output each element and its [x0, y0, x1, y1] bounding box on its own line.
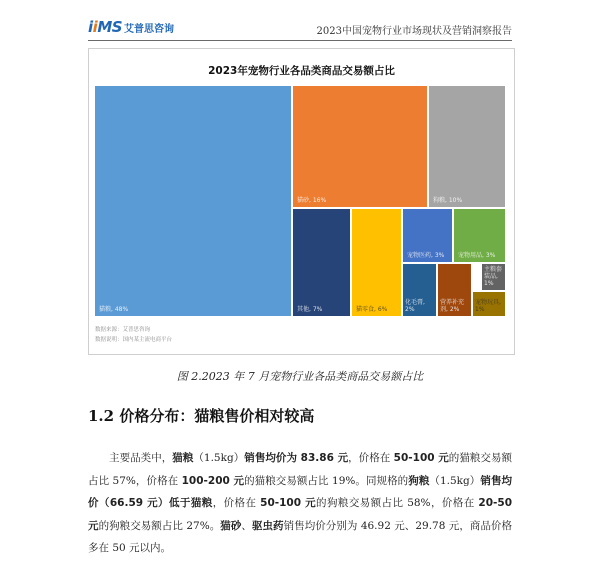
brand-logo	[88, 18, 174, 36]
treemap-cell	[472, 291, 506, 317]
treemap-cell-label: 猫砂, 16%	[297, 197, 327, 204]
bold-run: 销售均价（66.59 元）低于猫粮	[88, 474, 513, 509]
treemap-cell-label: 宠物用品, 3%	[458, 252, 496, 259]
treemap-cell	[453, 208, 506, 263]
section-heading: 1.2 价格分布：猫粮售价相对较高	[88, 407, 315, 425]
treemap-cell-label: 化毛膏, 2%	[405, 299, 425, 313]
treemap-cell-label: 主粮套装品, 1%	[484, 266, 503, 287]
text-run: 的猫粮交易额占比 19%。同规格的	[244, 474, 409, 487]
treemap-cell-label: 猫零食, 6%	[356, 306, 388, 313]
text-run: ，价格在	[348, 452, 394, 464]
chart-title: 2023年宠物行业各品类商品交易额占比	[208, 65, 395, 77]
text-run: 的猫粮交易额占比 57%，价格在	[88, 452, 512, 487]
bold-run: 100-200 元	[181, 474, 245, 487]
figure-caption: 图 2.2023 年 7 月宠物行业各品类商品交易额占比	[176, 370, 424, 383]
treemap-cell-label: 宠物医药, 3%	[407, 252, 445, 259]
source-note: 数据来源：艾普思咨询	[95, 327, 151, 333]
chart-figure	[88, 48, 515, 355]
treemap-cell-label: 其他, 7%	[297, 306, 323, 313]
text-run: （1.5kg）	[429, 474, 481, 487]
bold-run: 50-100 元	[393, 452, 449, 464]
treemap-cell-label: 猫粮, 48%	[99, 306, 129, 313]
text-run: 主要品类中，	[109, 452, 173, 464]
treemap-cell	[481, 263, 506, 291]
bold-run: 50-100 元	[260, 497, 317, 509]
bold-run: 狗粮	[408, 474, 430, 487]
bold-run: 销售均价为 83.86 元	[244, 452, 349, 464]
text-run: 的狗粮交易额占比 27%。	[98, 519, 221, 532]
bold-run: 猫砂	[220, 519, 242, 532]
treemap-cell	[428, 85, 506, 208]
header-divider	[88, 40, 512, 41]
treemap-cell	[437, 263, 472, 317]
bold-run: 猫粮	[172, 452, 194, 464]
treemap-cell	[402, 263, 437, 317]
treemap-cell-label: 宠物玩具, 1%	[475, 299, 501, 313]
data-note: 数据说明：国内某主流电商平台	[95, 337, 173, 343]
text-run: 销售均价分别为 46.92 元、29.78 元，商品价格多在 50 元以内。	[88, 519, 513, 554]
page-header	[0, 0, 600, 44]
treemap-cell	[94, 85, 292, 317]
body-paragraph	[88, 447, 512, 560]
treemap-cell	[292, 85, 428, 208]
text-run: 的狗粮交易额占比 58%，价格在	[316, 497, 479, 509]
treemap-cell	[402, 208, 453, 263]
report-title: 2023中国宠物行业市场现状及营销洞察报告	[316, 26, 512, 37]
bold-run: 20-50 元	[88, 497, 513, 532]
treemap-cell	[351, 208, 402, 317]
treemap-cell-label: 狗粮, 10%	[433, 197, 463, 204]
text-run: （1.5kg）	[193, 452, 245, 464]
text-run: 、	[241, 519, 252, 532]
logo-text: 艾普思咨询	[124, 23, 175, 35]
logo-mark: iiMS	[88, 18, 123, 36]
treemap-cell-label: 营养补充剂, 2%	[440, 299, 465, 313]
bold-run: 驱虫药	[251, 519, 284, 532]
treemap-cell	[292, 208, 351, 317]
text-run: ，价格在	[212, 497, 261, 509]
